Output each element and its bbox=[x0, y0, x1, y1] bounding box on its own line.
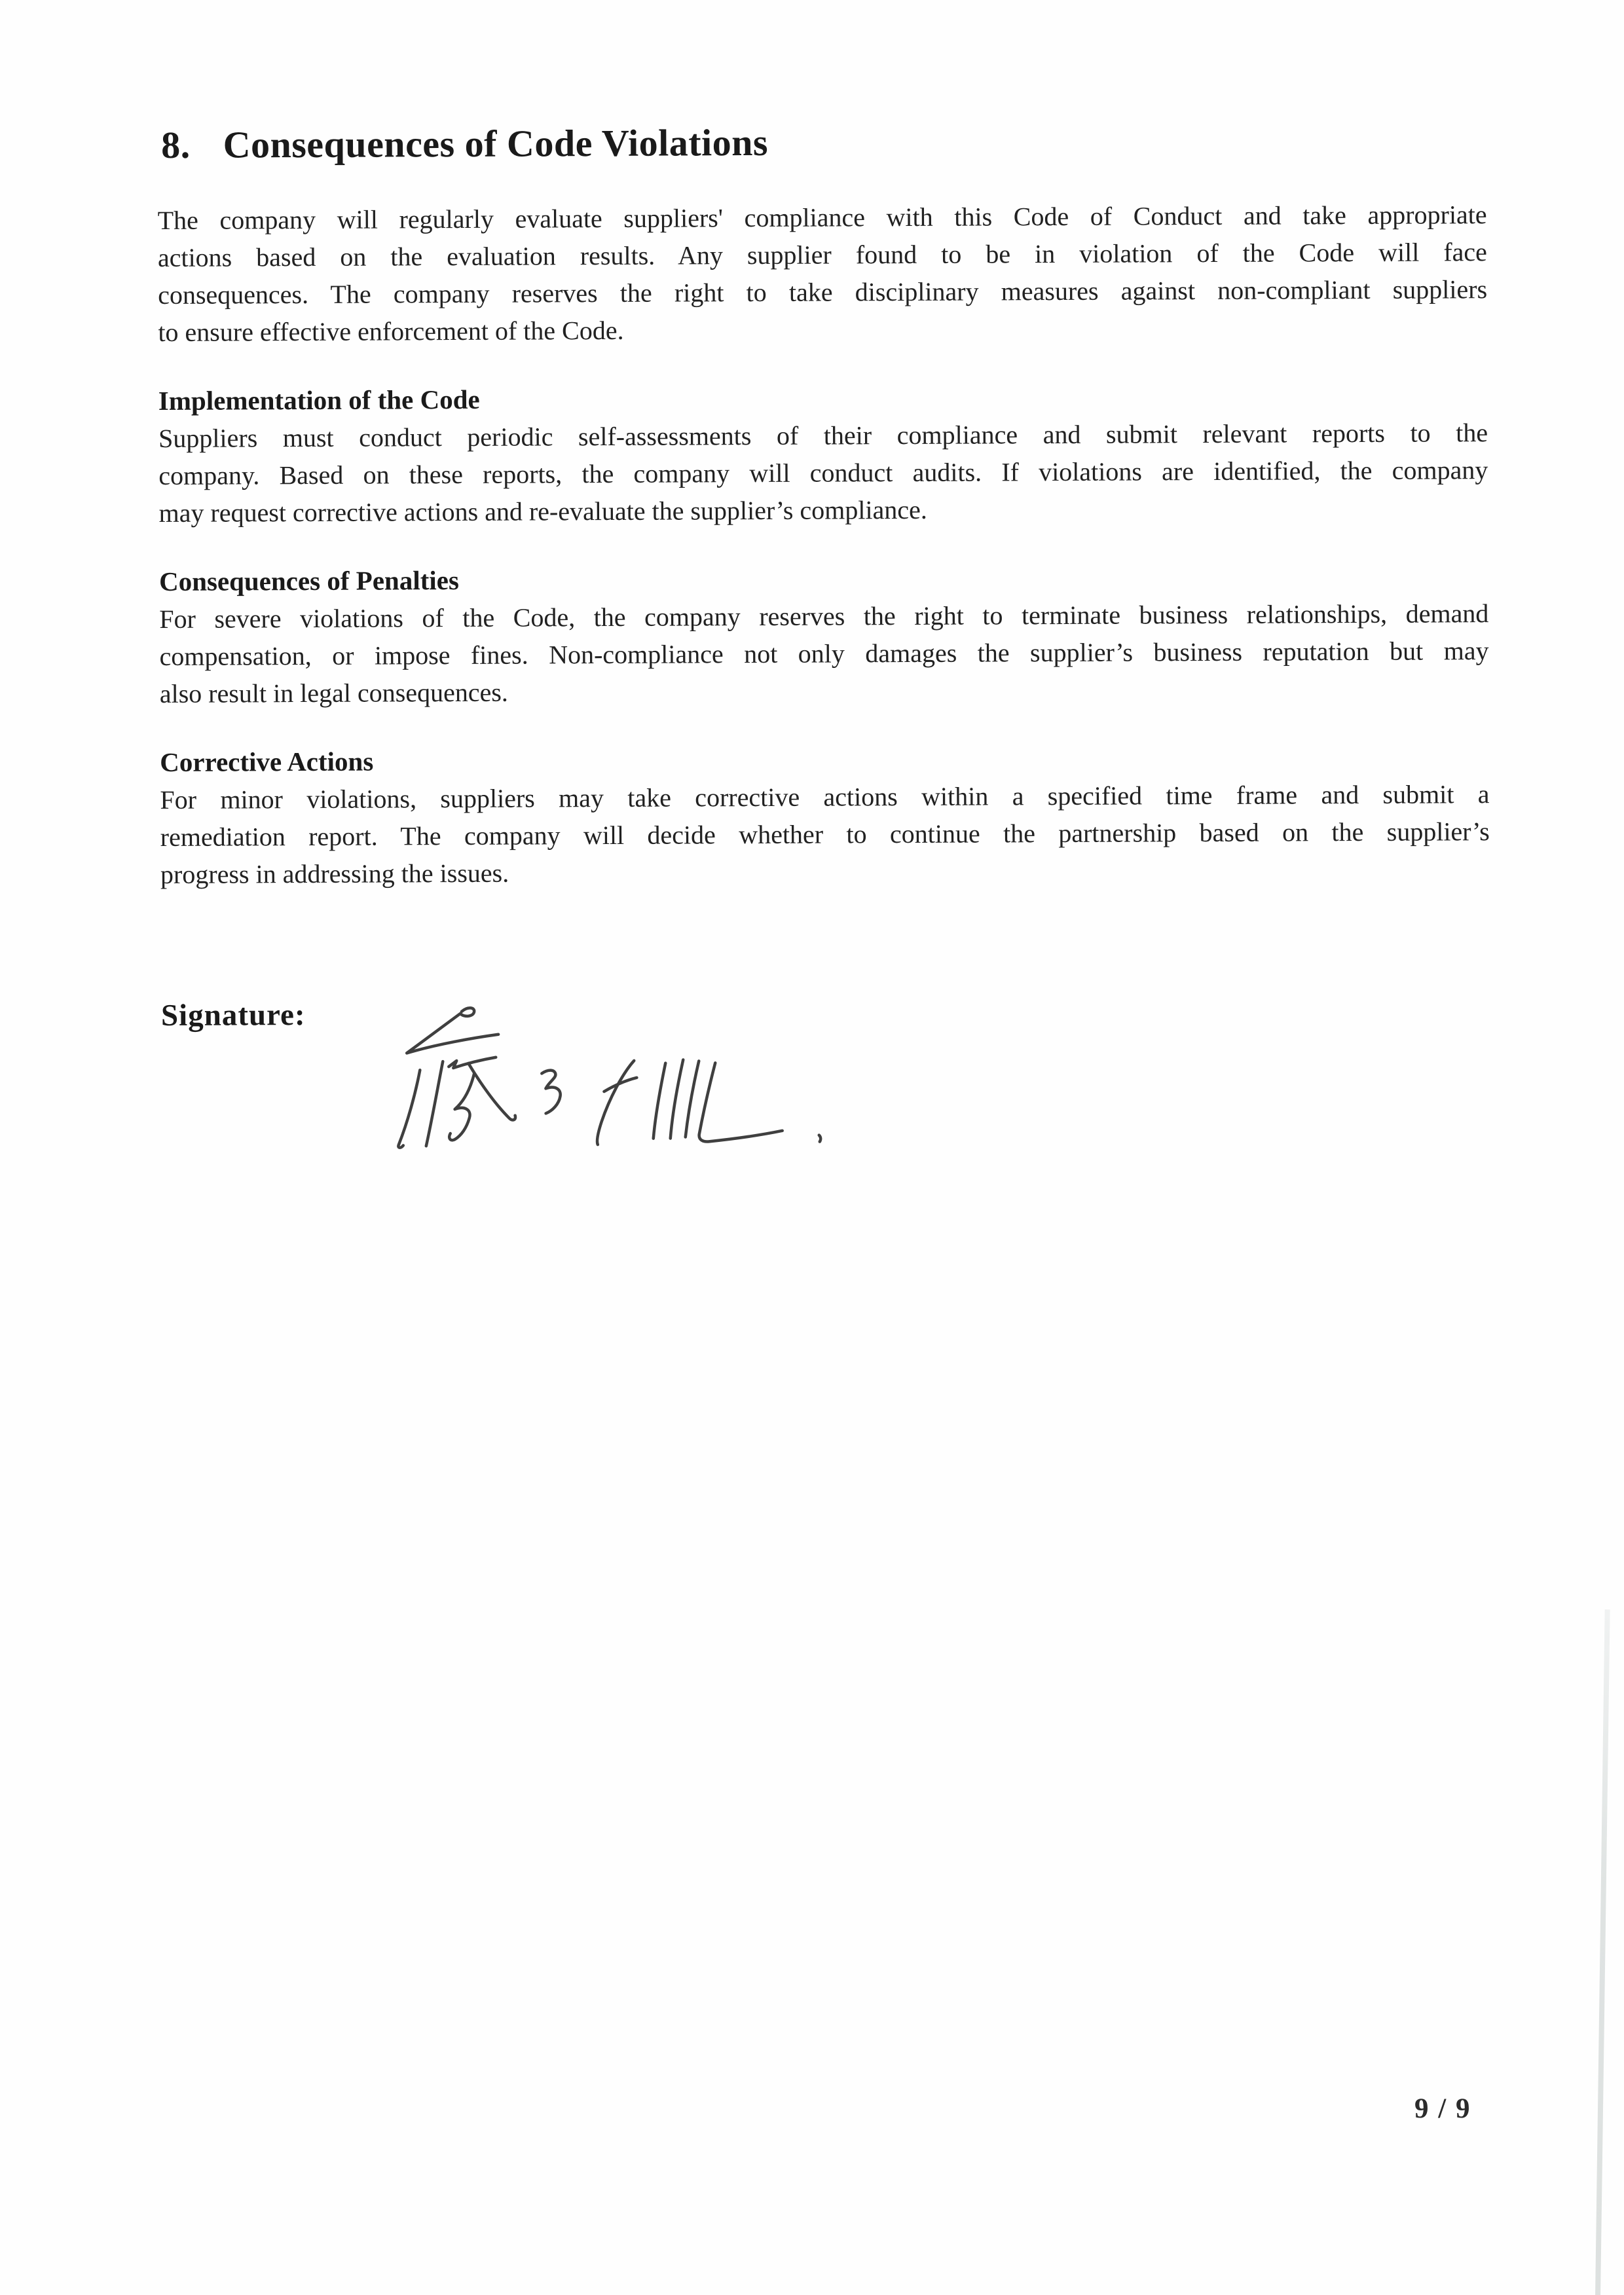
corrective-actions-paragraph bbox=[160, 775, 1490, 893]
implementation-paragraph bbox=[158, 414, 1488, 532]
intro-paragraph bbox=[158, 196, 1488, 351]
paragraph-line: consequences. The company reserves the right to take disciplinary measures against non-compliant suppliers bbox=[158, 274, 1488, 310]
subheading-corrective-actions: Corrective Actions bbox=[160, 746, 374, 777]
paragraph-line: remediation report. The company will decide whether to continue the partnership based on the supplier’s bbox=[160, 817, 1490, 852]
paragraph-line: Suppliers must conduct periodic self-assessments of their compliance and submit relevant reports to the bbox=[158, 418, 1488, 453]
paragraph-line: may request corrective actions and re-evaluate the supplier’s compliance. bbox=[158, 494, 927, 528]
page-content bbox=[157, 119, 1491, 1181]
paragraph-line: progress in addressing the issues. bbox=[160, 858, 509, 889]
paragraph-line: For severe violations of the Code, the company reserves the right to terminate business relationships, demand bbox=[159, 598, 1489, 634]
paragraph-line: company. Based on these reports, the company will conduct audits. If violations are identified, the company bbox=[158, 455, 1488, 490]
section-number: 8. bbox=[160, 123, 191, 166]
paragraph-line: also result in legal consequences. bbox=[159, 677, 508, 708]
paragraph-line: actions based on the evaluation results. Any supplier found to be in violation of the Code will face bbox=[157, 237, 1487, 272]
section-heading bbox=[161, 119, 1486, 166]
paragraph-line: For minor violations, suppliers may take corrective actions within a specified time frame and submit a bbox=[160, 779, 1490, 815]
subheading-consequences-of-penalties: Consequences of Penalties bbox=[158, 564, 459, 597]
penalties-paragraph bbox=[159, 595, 1489, 712]
paragraph-line: to ensure effective enforcement of the Code. bbox=[158, 315, 624, 347]
subheading-implementation-of-the-code: Implementation of the Code bbox=[158, 384, 480, 416]
scan-artifact-line bbox=[1595, 1609, 1610, 2295]
page-number: 9 / 9 bbox=[1414, 2093, 1471, 2124]
signature-label: Signature: bbox=[160, 998, 306, 1033]
signature-block bbox=[161, 992, 1491, 1181]
signature-handwriting bbox=[369, 985, 868, 1151]
paragraph-line: compensation, or impose fines. Non-compliance not only damages the supplier’s business reputation but may bbox=[159, 636, 1489, 671]
paragraph-line: The company will regularly evaluate suppliers' compliance with this Code of Conduct and take appropriate bbox=[157, 200, 1487, 235]
section-title: Consequences of Code Violations bbox=[223, 120, 769, 166]
